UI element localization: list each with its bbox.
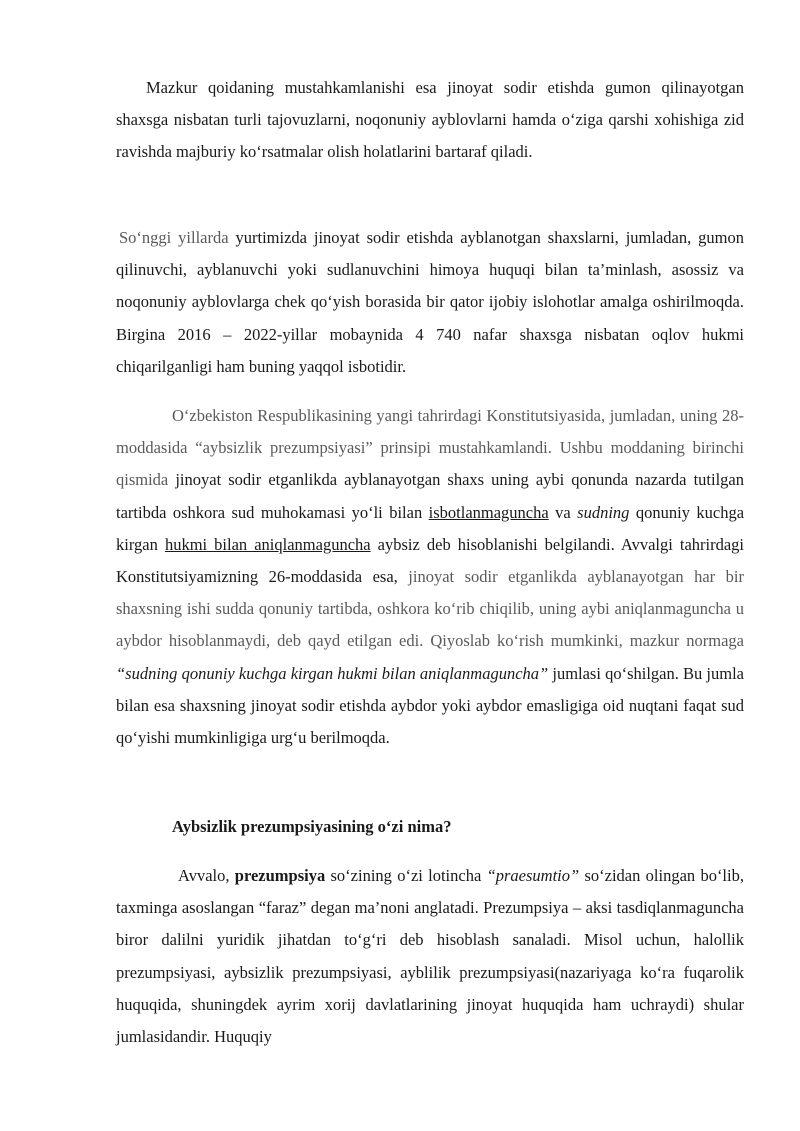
paragraph-2-body: yurtimizda jinoyat sodir etishda ayblanotgan shaxslarni, jumladan, gumon qilinuvchi, ayblanuvchi yoki sudlanuvchini himoya huquqi bilan ta’minlash, asossiz va noqonuniy ayblovlarga chek qo‘yish borasida bir qator ijobiy islohotlar amalga oshirilmoqda. Birgina 2016 – 2022-yillar mobaynida 4 740 nafar shaxsga nisbatan oqlov hukmi chiqarilganligi ham buning yaqqol isbotidir. — [116, 228, 744, 376]
paragraph-3-intro: O‘zbekiston Respublikasining yangi tahrirdagi Konstitutsiyasida, jumladan, uning 28-moddasida “aybsizlik prezumpsiyasi” prinsipi mustahkamlandi. Ushbu moddaning birinchi qismida — [116, 406, 744, 490]
paragraph-4-text-b: so‘zining o‘zi lotincha — [325, 866, 487, 885]
paragraph-4-text-a: Avvalo, — [178, 866, 235, 885]
paragraph-2-lead: So‘nggi yillarda — [119, 228, 229, 247]
paragraph-1 — [116, 72, 744, 169]
bold-term: prezumpsiya — [234, 866, 326, 885]
paragraph-4-text-c: so‘zidan olingan bo‘lib, taxminga asoslangan “faraz” degan ma’noni anglatadi. Prezumpsiya – aksi tasdiqlanmaguncha biror dalilni yuridik jihatdan to‘g‘ri deb hisoblash sanaladi. Misol uchun, halollik prezumpsiyasi, aybsizlik prezumpsiyasi, ayblilik prezumpsiyasi(nazariyaga ko‘ra fuqarolik huquqida, shuningdek ayrim xorij davlatlarining jinoyat huquqida ham uchraydi) shular jumlasidandir. Huquqiy — [116, 866, 744, 1047]
paragraph-3-text-d: aybsiz deb hisoblanishi belgilandi. Avvalgi tahrirdagi Konstitutsiyamizning 26-moddasida esa, — [116, 534, 745, 587]
section-heading: Aybsizlik prezumpsiyasining o‘zi nima? — [172, 817, 452, 836]
italic-quote: “sudning qonuniy kuchga kirgan hukmi bilan aniqlanmaguncha” — [116, 663, 549, 683]
paragraph-3-quote-old: jinoyat sodir etganlikda ayblanayotgan har bir shaxsning ishi sudda qonuniy tartibda, oshkora ko‘rib chiqilib, uning aybi aniqlanmaguncha u aybdor hisoblanmaydi, deb qayd etilgan edi. Qiyoslab ko‘rish mumkinki, mazkur normaga — [116, 567, 744, 651]
italic-term: sudning — [577, 502, 630, 522]
paragraph-2 — [116, 222, 744, 383]
paragraph-3-text-e: jumlasi qo‘shilgan. Bu jumla bilan esa shaxsning jinoyat sodir etishda aybdor yoki aybdor emasligiga oid nuqtani faqat sud qo‘yishi mumkinligiga urg‘u berilmoqda. — [116, 663, 745, 748]
underlined-term-2: hukmi bilan aniqlanmaguncha — [164, 534, 371, 554]
paragraph-3-text-b: va — [548, 502, 578, 522]
underlined-term-1: isbotlanmaguncha — [428, 502, 549, 522]
paragraph-4 — [116, 860, 744, 1053]
paragraph-1-text: Mazkur qoidaning mustahkamlanishi esa jinoyat sodir etishda gumon qilinayotgan shaxsga nisbatan turli tajovuzlarni, noqonuniy ayblovlarni hamda o‘ziga qarshi xohishiga zid ravishda majburiy ko‘rsatmalar olish holatlarini bartaraf qiladi. — [116, 78, 744, 162]
paragraph-3-text-a: jinoyat sodir etganlikda ayblanayotgan shaxs uning aybi qonunda nazarda tutilgan tartibda oshkora sud muhokamasi yo‘li bilan — [116, 470, 744, 522]
latin-term: “praesumtio” — [486, 866, 580, 885]
paragraph-3 — [116, 400, 744, 754]
paragraph-3-text-c: qonuniy kuchga kirgan — [116, 502, 745, 554]
